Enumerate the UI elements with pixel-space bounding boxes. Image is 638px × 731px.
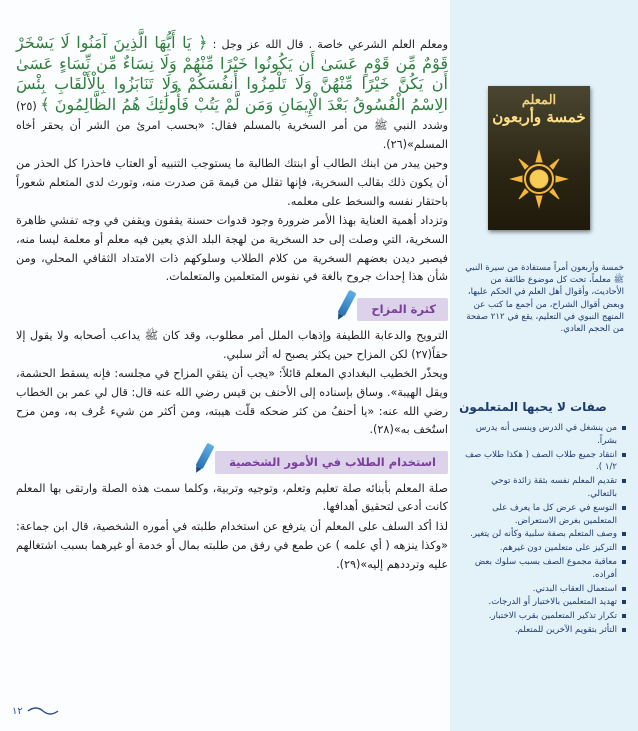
paragraph-intro [16,34,448,154]
list-item: التأثر بتقويم الآخرين للمتعلم. [462,624,626,637]
page-number-text: ١٢ [12,706,23,717]
list-item: معاقبة مجموع الصف بسبب سلوك بعض أفراده. [462,556,626,582]
sidebar-title: صفات لا يحبها المتعلمون [459,400,607,414]
pen-icon [195,443,214,470]
pen-icon [338,290,357,317]
hadith-text: (٢٥) وشدد النبي ﷺ من أمر السخرية بالمسلم فقال: «بحسب امرئ من الشر أن يحقر أخاه المسلم»(٢٦). [15,100,448,151]
list-item: وصف المتعلم بصفة سلبية وكأنه لن يتغير. [462,528,626,541]
section-heading-personal-use [215,451,448,474]
paragraph: ويحذّر الخطيب البغدادي المعلم قائلاً: «يجب أن يتقي المزاح في مجلسه: فإنه يسقط الحشمة، ويقل الهيبة». وساق بإسناده إلى الأحنف بن قيس رضي الله عنه قال: قال لي عمر بن الخطاب رضي الله عنه: «يا أحنفُ من كثر ضحكه قلّت هيبته، ومن أكثر من شيء عُرف به، ومن مزح استُخف به»(٢٨). [16,367,448,437]
list-item: استعمال العقاب البدني. [462,583,626,596]
article-body [16,34,448,575]
heading-text: استخدام الطلاب في الأمور الشخصية [229,455,436,470]
list-item: التوسع في عرض كل ما يعرف على المتعلمين بغرض الاستعراض. [462,502,626,528]
section-heading-joking [357,298,448,321]
sidebar-panel [450,0,638,731]
paragraph: الترويح والدعابة اللطيفة وإذهاب الملل أمر مطلوب، وقد كان ﷺ يداعب أصحابه ولا يقول إلا حقاً(٢٧) لكن المزاح حين يكثر يصبح له أثر سلبي. [16,328,448,361]
paragraph: صلة المعلم بأبنائه صلة تعليم وتعلم، وتوجيه وتربية، وكلما سمت هذه الصلة وارتقى بها المعلم كانت أدعى لتحقيق أهدافها. [16,481,448,514]
book-caption: خمسة وأربعون أمراً مستفادة من سيرة النبي ﷺ معلماً، تحت كل موضوع طائفة من الأحاديث، وأقوال أهل العلم في الحكم عليها، وبعض أقوال الشراح، من أجمع ما كتب عن المنهج النبوي في التعليم، يقع في ٢١٢ صفحة من الحجم العادي. [465,263,624,335]
quran-verse: ﴿ يَا أَيُّهَا الَّذِينَ آمَنُوا لَا يَسْخَرْ قَوْمٌ مِّن قَوْمٍ عَسَىٰ أَن يَكُونُوا خَيْرًا مِّنْهُمْ وَلَا نِسَاءٌ مِّن نِّسَاءٍ عَسَىٰ أَن يَكُنَّ خَيْرًا مِّنْهُنَّ وَلَا تَلْمِزُوا أَنفُسَكُمْ وَلَا تَنَابَزُوا بِالْأَلْقَابِ بِئْسَ الِاسْمُ الْفُسُوقُ بَعْدَ الْإِيمَانِ وَمَن لَّمْ يَتُبْ فَأُولَٰئِكَ هُمُ الظَّالِمُونَ ﴾ [16,33,448,115]
intro-text: ومعلم العلم الشرعي خاصة . قال الله عز وجل : [212,38,448,51]
paragraph: لذا أكد السلف على المعلم أن يترفع عن استخدام طلبته في أموره الشخصية، قال ابن جماعة: «وكذا ينزهه ( أي علمه ) عن طمع في رفق من طلبته بمال أو خدمة أو غيرهما بسبب اشتغالهم عليه وترددهم إليه»(٢٩). [16,520,448,571]
book-title-top: المعلم [521,93,557,108]
sunburst-emblem-icon [508,148,570,210]
book-cover [488,86,590,230]
sidebar-list [462,422,626,638]
paragraph: وتزداد أهمية العناية بهذا الأمر ضرورة وجود قدوات حسنة يقفون ويقفن في وجه تفشي ظاهرة السخرية، التي وصلت إلى حد السخرية من لهجة البلد الذي يعين فيه معلم أو معلمة ليسا منه، فيصير ديدن بعضهم السخرية من كلام الطلاب وسلوكهم ذات الامتداد الثقافي المحلي، ومن شأن هذا إحداث جروح بالغة في نفوس المتعلمين والمتعلمات. [16,214,448,284]
paragraph: وحين يبدر من ابنك الطالب أو ابنتك الطالبة ما يستوجب التنبيه أو العتاب فاحذرا كل الحذر من أن يكون ذلك بقالب السخرية، فإنها تقلل من قيمة مَن صدرت منه، وتورث لدى المتعلم شعوراً باحتقار نفسه والسخط على معلمه. [16,157,448,208]
book-title-main: خمسة وأربعون [492,108,586,126]
list-item: التركيز على متعلمين دون غيرهم. [462,542,626,555]
list-item: تكرار تذكير المتعلمين بقرب الاختبار. [462,610,626,623]
heading-text: كثرة المزاح [371,302,436,317]
list-item: من ينشغل في الدرس وينسى أنه يدرس بشراً. [462,422,626,448]
list-item: انتقاد جميع طلاب الصف ( هكذا طلاب صف ١/٢ ). [462,449,626,475]
list-item: تقديم المعلم نفسه بثقة زائدة توحي بالتعالي. [462,475,626,501]
ornament-icon [26,705,60,717]
list-item: تهديد المتعلمين بالاختبار أو الدرجات. [462,596,626,609]
page-number [12,705,60,717]
